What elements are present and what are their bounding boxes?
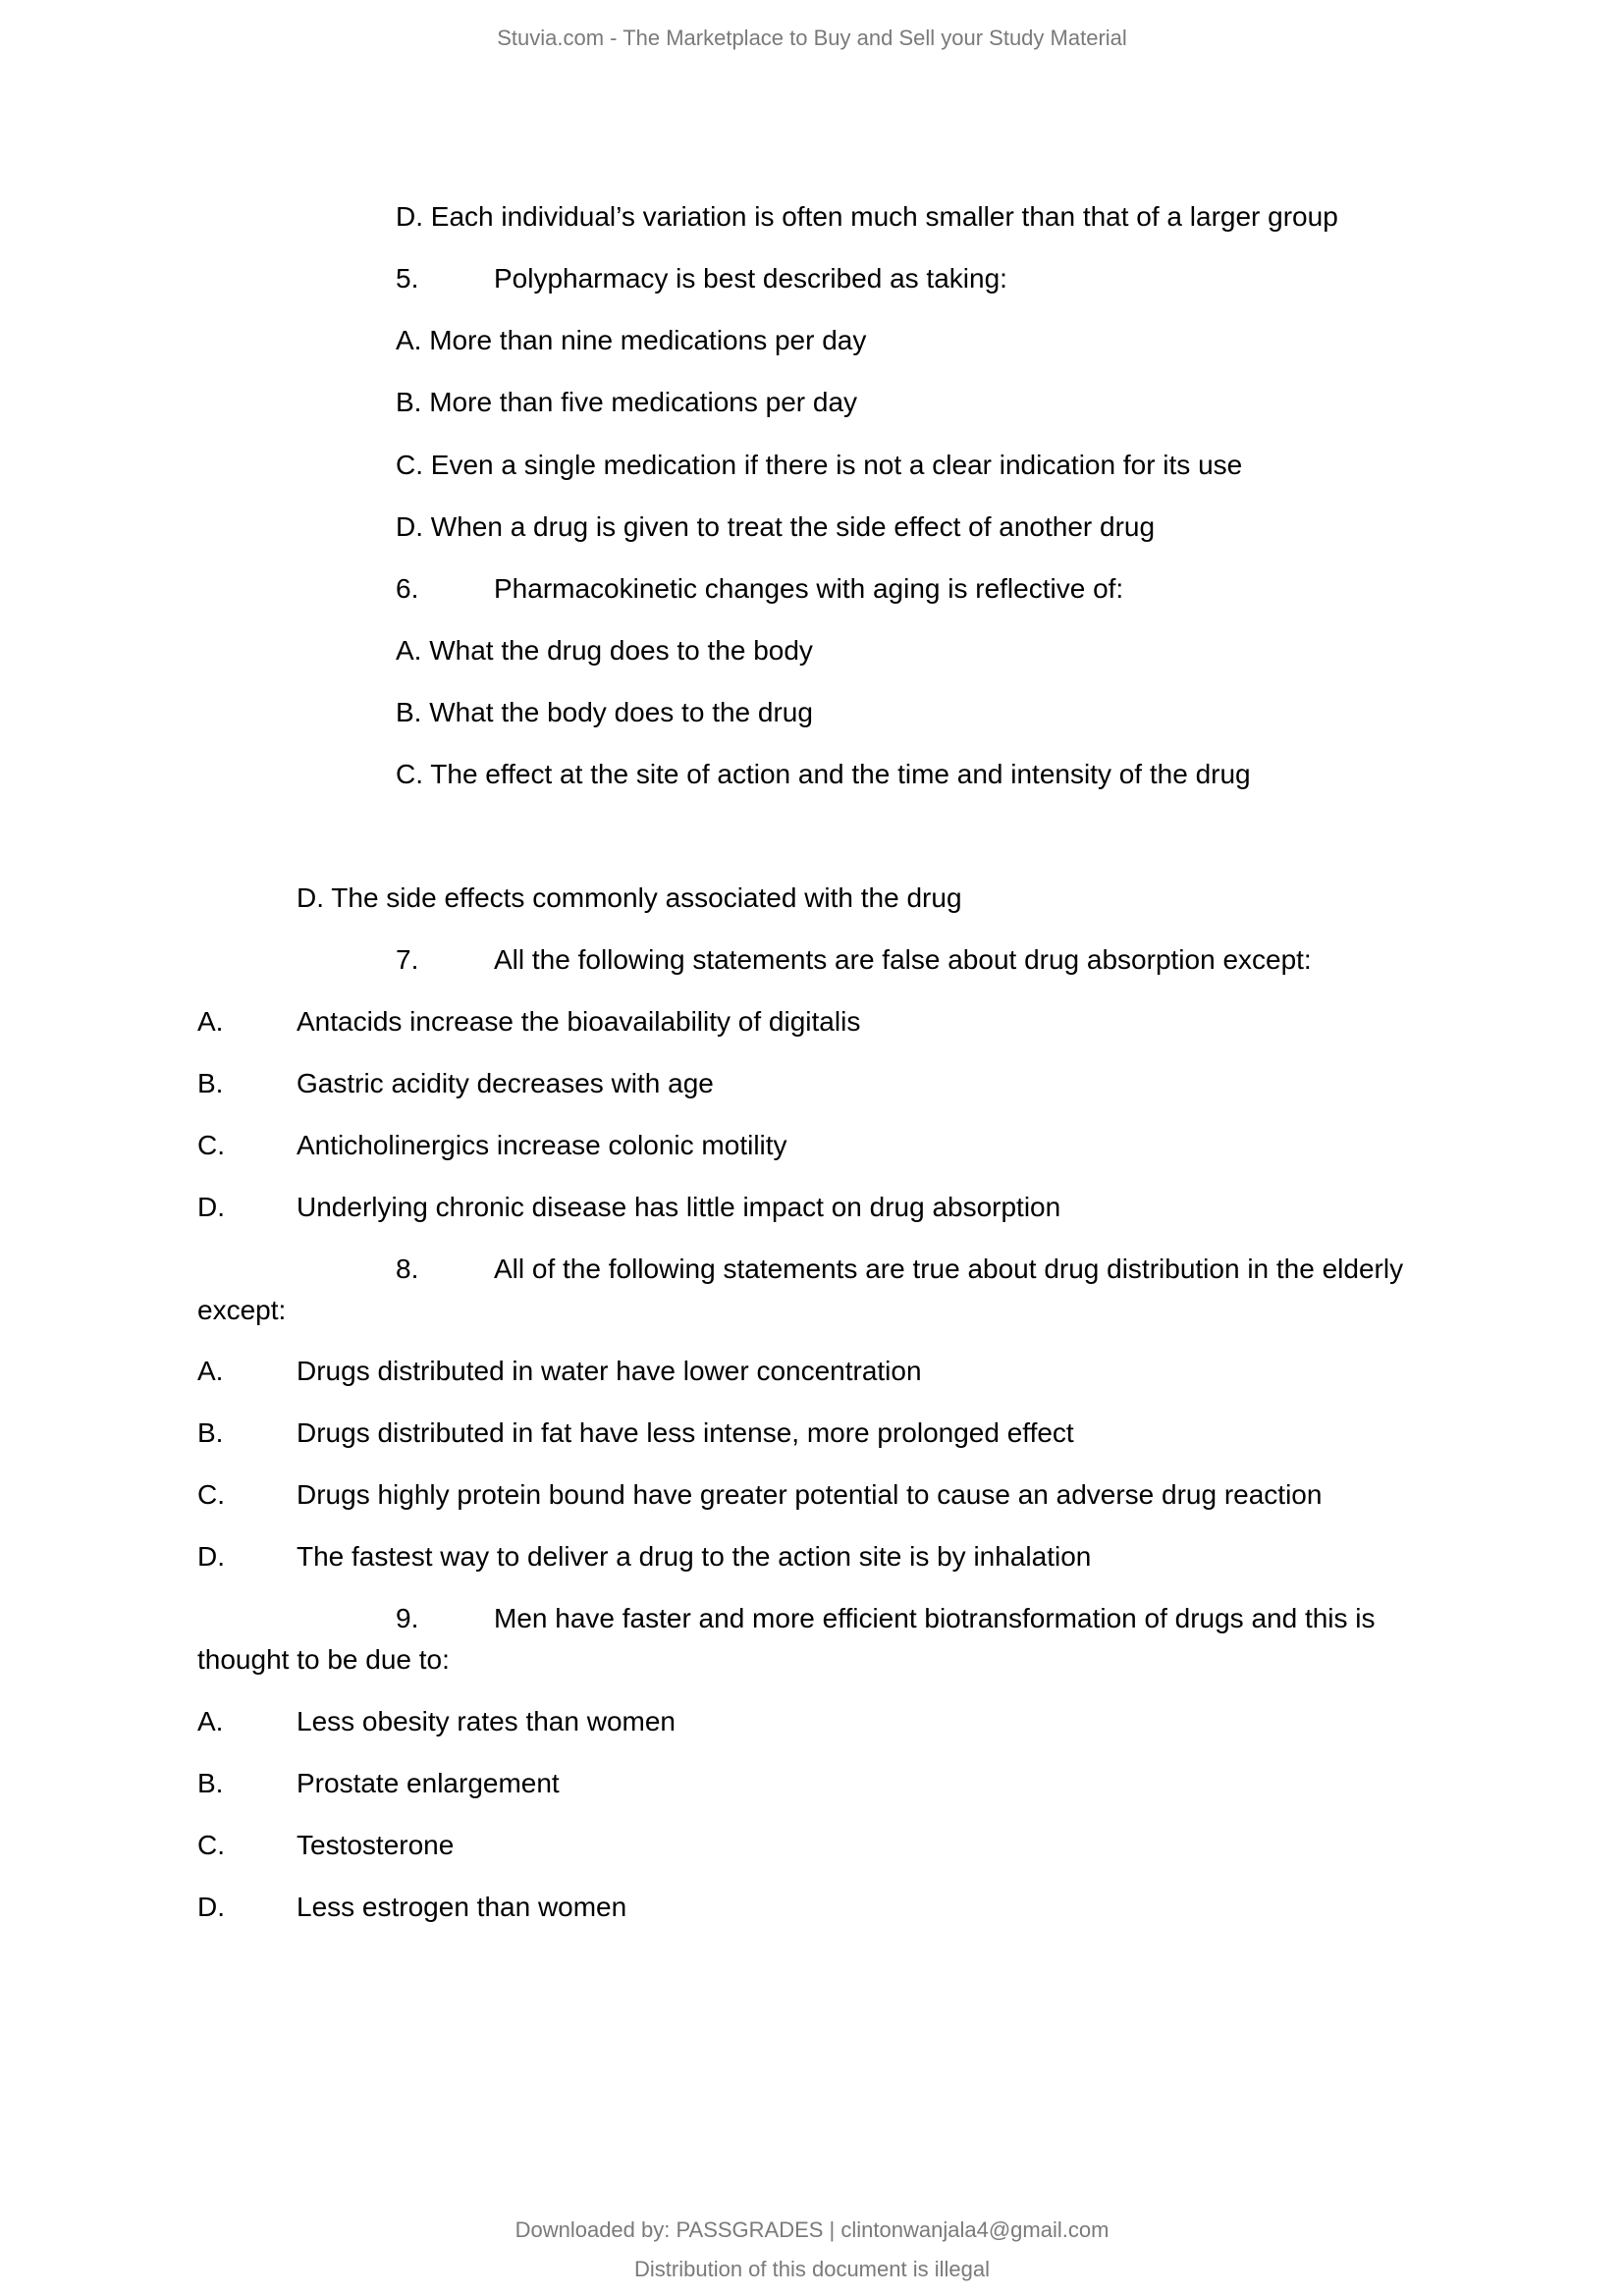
q6-option-c: C. The effect at the site of action and the time and intensity of the drug	[396, 759, 1251, 789]
q5-number: 5.	[396, 263, 419, 294]
q9-text: Men have faster and more efficient biotransformation of drugs and this is	[494, 1603, 1376, 1633]
q5-option-d: D. When a drug is given to treat the side effect of another drug	[396, 511, 1156, 542]
q9-option-a-letter: A.	[197, 1706, 224, 1736]
q8-option-a-text: Drugs distributed in water have lower concentration	[297, 1356, 922, 1386]
q9-option-a-text: Less obesity rates than women	[297, 1706, 676, 1736]
q9-option-b-letter: B.	[197, 1768, 224, 1798]
q8-option-c-text: Drugs highly protein bound have greater potential to cause an adverse drug reaction	[297, 1479, 1323, 1510]
q8-option-b-text: Drugs distributed in fat have less intense, more prolonged effect	[297, 1417, 1074, 1448]
q8-option-d-text: The fastest way to deliver a drug to the action site is by inhalation	[297, 1541, 1092, 1572]
q8-option-c-letter: C.	[197, 1479, 225, 1510]
q7-option-b-text: Gastric acidity decreases with age	[297, 1068, 714, 1098]
q7-option-d-letter: D.	[197, 1192, 225, 1222]
q6-option-d: D. The side effects commonly associated with the drug	[297, 882, 962, 913]
q6-number: 6.	[396, 573, 419, 604]
watermark-downloaded-by: Downloaded by: PASSGRADES | clintonwanjala4@gmail.com	[514, 2217, 1110, 2242]
q7-option-d-text: Underlying chronic disease has little impact on drug absorption	[297, 1192, 1061, 1222]
q6-option-a: A. What the drug does to the body	[396, 635, 813, 666]
watermark-header: Stuvia.com - The Marketplace to Buy and Sell your Study Material	[497, 26, 1127, 50]
q7-option-c-letter: C.	[197, 1130, 225, 1160]
q6-option-b: B. What the body does to the drug	[396, 697, 813, 727]
q8-option-a-letter: A.	[197, 1356, 224, 1386]
q7-number: 7.	[396, 944, 419, 975]
q9-option-c-text: Testosterone	[297, 1830, 455, 1860]
watermark-distribution-notice: Distribution of this document is illegal	[634, 2257, 990, 2281]
q8-option-d-letter: D.	[197, 1541, 225, 1572]
q6-text: Pharmacokinetic changes with aging is reflective of:	[494, 573, 1124, 604]
q5-option-c: C. Even a single medication if there is not a clear indication for its use	[396, 450, 1243, 480]
q9-option-d-text: Less estrogen than women	[297, 1892, 627, 1922]
q7-option-c-text: Anticholinergics increase colonic motility	[297, 1130, 787, 1160]
q5-option-a: A. More than nine medications per day	[396, 325, 867, 355]
q9-option-b-text: Prostate enlargement	[297, 1768, 560, 1798]
q9-number: 9.	[396, 1603, 419, 1633]
q8-text-continuation: except:	[197, 1295, 287, 1325]
q8-number: 8.	[396, 1254, 419, 1284]
q7-option-a-letter: A.	[197, 1006, 224, 1037]
q8-option-b-letter: B.	[197, 1417, 224, 1448]
q5-text: Polypharmacy is best described as taking:	[494, 263, 1007, 294]
q4-option-d: D. Each individual’s variation is often much smaller than that of a larger group	[396, 201, 1338, 232]
q9-option-c-letter: C.	[197, 1830, 225, 1860]
q8-text: All of the following statements are true about drug distribution in the elderly	[494, 1254, 1404, 1284]
q7-option-b-letter: B.	[197, 1068, 224, 1098]
q7-text: All the following statements are false about drug absorption except:	[494, 944, 1312, 975]
q7-option-a-text: Antacids increase the bioavailability of digitalis	[297, 1006, 861, 1037]
q9-text-continuation: thought to be due to:	[197, 1644, 450, 1675]
q5-option-b: B. More than five medications per day	[396, 387, 858, 417]
q9-option-d-letter: D.	[197, 1892, 225, 1922]
